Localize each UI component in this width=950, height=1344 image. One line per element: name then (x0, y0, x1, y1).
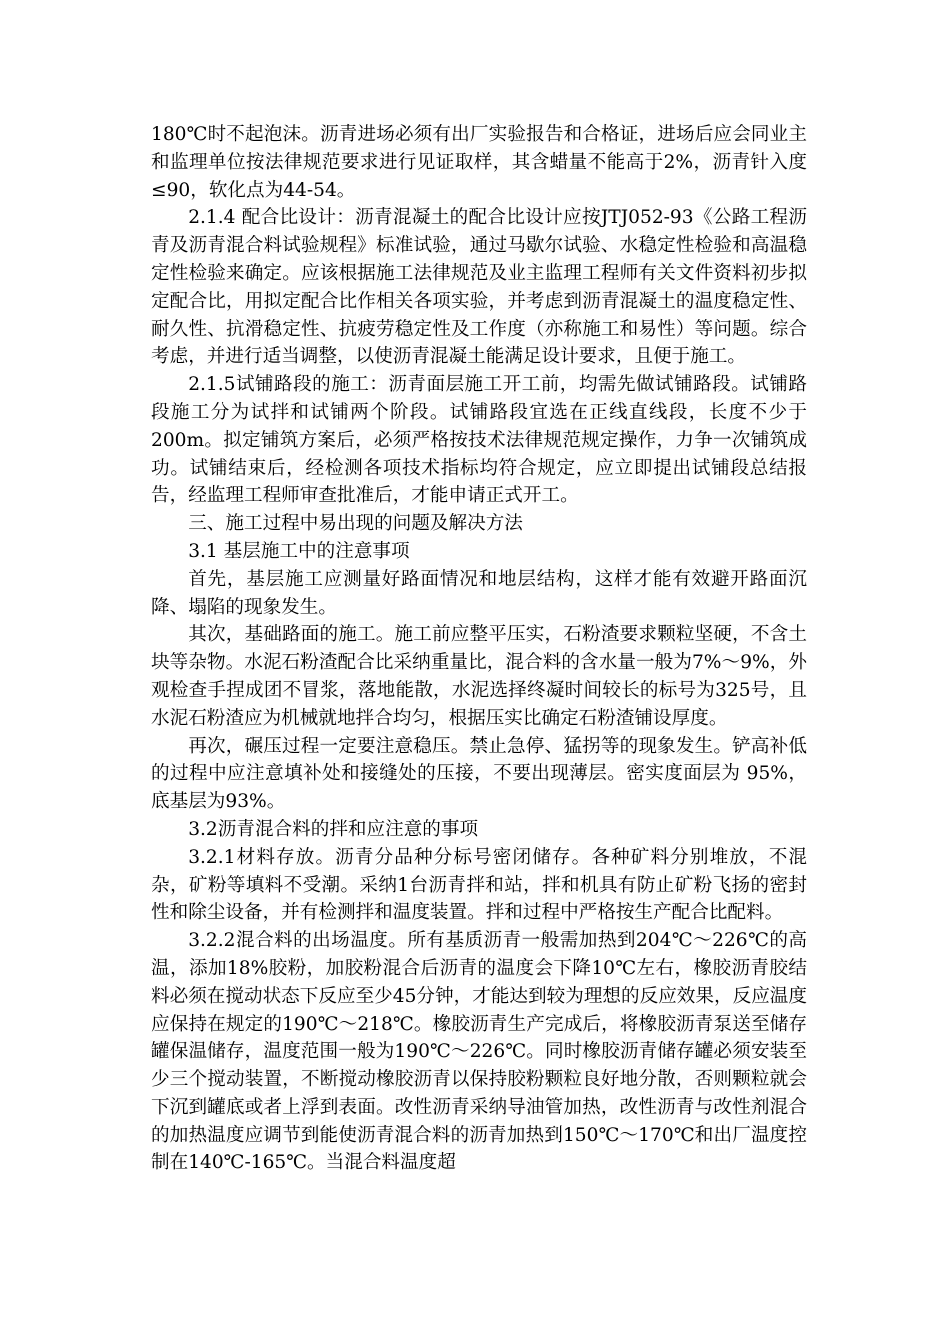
section-heading-problems: 三、施工过程中易出现的问题及解决方法 (188, 513, 523, 535)
paragraph-continuation: 180℃时不起泡沫。沥青进场必须有出厂实验报告和合格证，进场后应会同业主和监理单位按法律规范要求进行见证取样，其含蜡量不能高于2%，沥青针入度≤90，软化点为44-54。 (151, 124, 807, 201)
paragraph-third: 再次，碾压过程一定要注意稳压。禁止急停、猛拐等的现象发生。铲高补低的过程中应注意填补处和接缝处的压接，不要出现薄层。密实度面层为 95%，底基层为93%。 (151, 735, 807, 813)
paragraph-mix-design: 2.1.4 配合比设计：沥青混凝土的配合比设计应按JTJ052-93《公路工程沥青及沥青混合料试验规程》标准试验，通过马歇尔试验、水稳定性检验和高温稳定性检验来确定。应该根据施工法律规范及业主监理工程师有关文件资料初步拟定配合比，用拟定配合比作相关各项实验，并考虑到沥青混凝土的温度稳定性、耐久性、抗滑稳定性、抗疲劳稳定性及工作度（亦称施工和易性）等问题。综合考虑，并进行适当调整，以使沥青混凝土能满足设计要求，且便于施工。 (151, 207, 807, 368)
paragraph-first: 首先，基层施工应测量好路面情况和地层结构，这样才能有效避开路面沉降、塌陷的现象发生。 (151, 568, 807, 618)
paragraph-material-storage: 3.2.1材料存放。沥青分品种分标号密闭储存。各种矿料分别堆放，不混杂，矿粉等填料不受潮。采纳1台沥青拌和站，拌和机具有防止矿粉飞扬的密封性和除尘设备，并有检测拌和温度装置。拌和过程中严格按生产配合比配料。 (151, 846, 807, 924)
paragraph-second: 其次，基础路面的施工。施工前应整平压实，石粉渣要求颗粒坚硬，不含土块等杂物。水泥石粉渣配合比采纳重量比，混合料的含水量一般为7%～9%，外观检查手捏成团不冒浆，落地能散，水泥选择终凝时间较长的标号为325号，且水泥石粉渣应为机械就地拌合均匀，根据压实比确定石粉渣铺设厚度。 (151, 624, 807, 729)
subsection-heading-base: 3.1 基层施工中的注意事项 (188, 540, 410, 562)
document-body (151, 121, 807, 1177)
paragraph-trial-section: 2.1.5试铺路段的施工：沥青面层施工开工前，均需先做试铺路段。试铺路段施工分为试拌和试铺两个阶段。试铺路段宜选在正线直线段，长度不少于200m。拟定铺筑方案后，必须严格按技术法律规范规定操作，力争一次铺筑成功。试铺结束后，经检测各项技术指标均符合规定，应立即提出试铺段总结报告，经监理工程师审查批准后，才能申请正式开工。 (151, 374, 807, 507)
subsection-heading-mixing: 3.2沥青混合料的拌和应注意的事项 (188, 818, 479, 840)
paragraph-mix-temperature: 3.2.2混合料的出场温度。所有基质沥青一般需加热到204℃～226℃的高温，添加18%胶粉，加胶粉混合后沥青的温度会下降10℃左右，橡胶沥青胶结料必须在搅动状态下反应至少45分钟，才能达到较为理想的反应效果，反应温度应保持在规定的190℃～218℃。橡胶沥青生产完成后，将橡胶沥青泵送至储存罐保温储存，温度范围一般为190℃～226℃。同时橡胶沥青储存罐必须安装至少三个搅动装置，不断搅动橡胶沥青以保持胶粉颗粒良好地分散，否则颗粒就会下沉到罐底或者上浮到表面。改性沥青采纳导油管加热，改性沥青与改性剂混合的加热温度应调节到能使沥青混合料的沥青加热到150℃～170℃和出厂温度控制在140℃-165℃。当混合料温度超 (151, 930, 807, 1174)
